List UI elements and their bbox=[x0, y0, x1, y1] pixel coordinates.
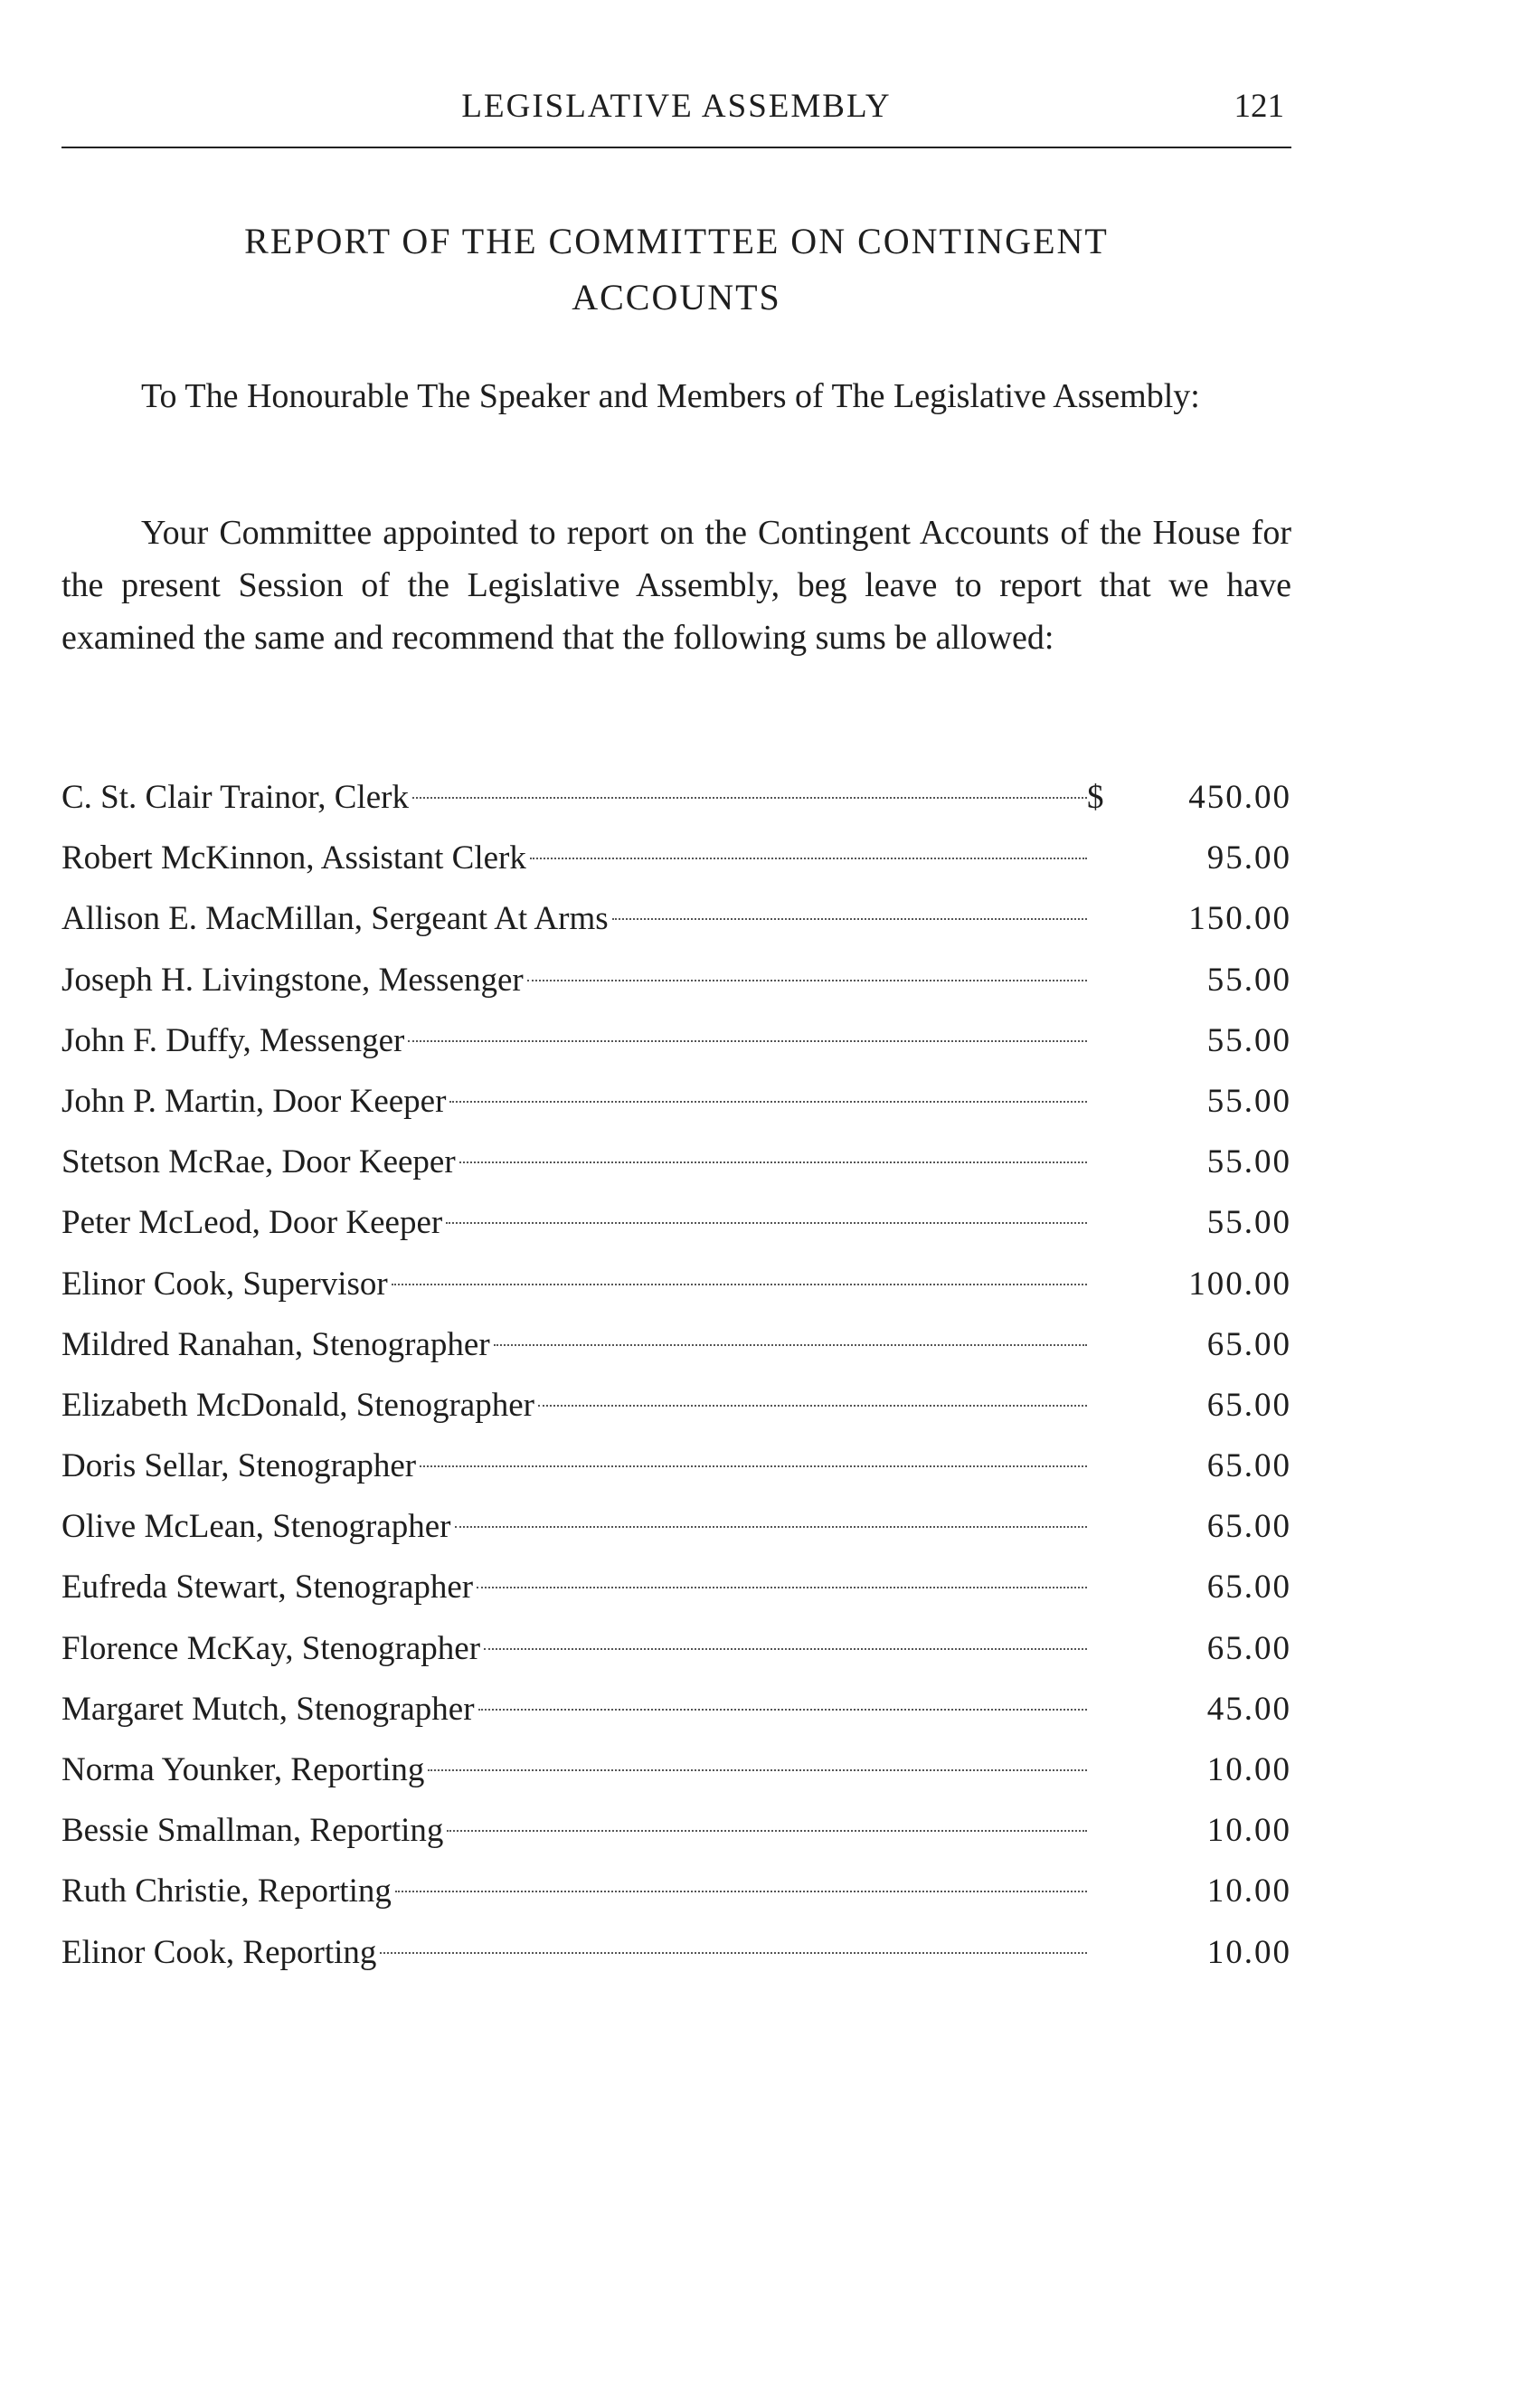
entry-name: Robert McKinnon, Assistant Clerk bbox=[61, 839, 526, 877]
entry-amount: 45.00 bbox=[1206, 1690, 1291, 1728]
entry-amount: 65.00 bbox=[1206, 1629, 1291, 1667]
dot-leader bbox=[447, 1830, 1087, 1832]
dot-leader bbox=[449, 1101, 1087, 1103]
dot-leader bbox=[395, 1891, 1087, 1892]
entry-name: Norma Younker, Reporting bbox=[61, 1751, 425, 1788]
entry-name: Bessie Smallman, Reporting bbox=[61, 1812, 444, 1850]
dot-leader bbox=[530, 858, 1087, 859]
ledger-row bbox=[61, 1922, 1291, 1983]
ledger-entry-name-cell bbox=[61, 1618, 1087, 1679]
dot-leader bbox=[455, 1526, 1088, 1528]
dot-leader bbox=[446, 1222, 1087, 1224]
dot-leader bbox=[380, 1952, 1087, 1954]
dot-leader bbox=[459, 1161, 1087, 1163]
currency-symbol: $ bbox=[1087, 779, 1104, 816]
ledger-entry-name-cell bbox=[61, 1375, 1087, 1436]
entry-amount: 10.00 bbox=[1206, 1812, 1291, 1850]
ledger-row bbox=[61, 1496, 1291, 1557]
header-rule bbox=[61, 147, 1291, 148]
entry-name: Florence McKay, Stenographer bbox=[61, 1629, 481, 1667]
ledger-row bbox=[61, 1436, 1291, 1496]
ledger-row bbox=[61, 888, 1291, 949]
dot-leader bbox=[412, 797, 1087, 799]
entry-amount: 55.00 bbox=[1206, 1204, 1291, 1242]
ledger-row bbox=[61, 1740, 1291, 1800]
entry-name: John P. Martin, Door Keeper bbox=[61, 1082, 447, 1120]
ledger-entry-name-cell bbox=[61, 1800, 1087, 1861]
entry-name: Margaret Mutch, Stenographer bbox=[61, 1690, 475, 1728]
entry-name: Joseph H. Livingstone, Messenger bbox=[61, 961, 524, 999]
ledger-row bbox=[61, 1618, 1291, 1679]
report-heading-line-2: ACCOUNTS bbox=[572, 277, 781, 318]
ledger-row bbox=[61, 1254, 1291, 1314]
ledger-entry-name-cell bbox=[61, 1922, 1087, 1983]
ledger-entry-name-cell bbox=[61, 950, 1087, 1010]
entry-name: Doris Sellar, Stenographer bbox=[61, 1447, 417, 1485]
ledger-row bbox=[61, 1132, 1291, 1192]
entry-amount: 65.00 bbox=[1206, 1447, 1291, 1485]
entry-amount: 65.00 bbox=[1206, 1569, 1291, 1607]
dot-leader bbox=[392, 1284, 1087, 1285]
entry-name: Eufreda Stewart, Stenographer bbox=[61, 1569, 474, 1607]
ledger-entry-name-cell bbox=[61, 1496, 1087, 1557]
entry-name: Olive McLean, Stenographer bbox=[61, 1508, 451, 1546]
page-number: 121 bbox=[1234, 88, 1284, 125]
accounts-ledger bbox=[61, 767, 1291, 1983]
entry-name: Allison E. MacMillan, Sergeant At Arms bbox=[61, 900, 609, 938]
dot-leader bbox=[527, 980, 1087, 981]
entry-name: Mildred Ranahan, Stenographer bbox=[61, 1325, 490, 1363]
entry-name: Peter McLeod, Door Keeper bbox=[61, 1204, 443, 1242]
entry-amount: 55.00 bbox=[1206, 1143, 1291, 1181]
dot-leader bbox=[478, 1709, 1087, 1711]
dot-leader bbox=[538, 1405, 1087, 1407]
running-title: LEGISLATIVE ASSEMBLY bbox=[461, 88, 892, 125]
ledger-entry-name-cell bbox=[61, 1679, 1087, 1740]
ledger-row bbox=[61, 1800, 1291, 1861]
ledger-row bbox=[61, 1557, 1291, 1617]
entry-amount: 10.00 bbox=[1206, 1933, 1291, 1971]
dot-leader bbox=[484, 1648, 1087, 1650]
dot-leader bbox=[420, 1465, 1087, 1467]
ledger-entry-name-cell bbox=[61, 1436, 1087, 1496]
entry-name: Elizabeth McDonald, Stenographer bbox=[61, 1386, 534, 1424]
ledger-row bbox=[61, 1861, 1291, 1921]
ledger-entry-name-cell bbox=[61, 1861, 1087, 1921]
entry-amount: 150.00 bbox=[1188, 900, 1291, 938]
dot-leader bbox=[612, 918, 1087, 920]
body-paragraph: Your Committee appointed to report on the Contingent Accounts of the House for the present Session of the Legislative Assembly, beg leave to report that we have examined the same and recommend that the following sums be allowed: bbox=[61, 514, 1291, 657]
ledger-entry-name-cell bbox=[61, 1132, 1087, 1192]
ledger-row bbox=[61, 1314, 1291, 1375]
dot-leader bbox=[494, 1344, 1087, 1346]
ledger-row bbox=[61, 1375, 1291, 1436]
ledger-entry-name-cell bbox=[61, 888, 1087, 949]
ledger-row bbox=[61, 1010, 1291, 1071]
ledger-entry-name-cell bbox=[61, 1010, 1087, 1071]
entry-amount: 55.00 bbox=[1206, 961, 1291, 999]
ledger-entry-name-cell bbox=[61, 1192, 1087, 1253]
entry-amount: 55.00 bbox=[1206, 1082, 1291, 1120]
entry-amount: 10.00 bbox=[1206, 1751, 1291, 1788]
ledger-row bbox=[61, 950, 1291, 1010]
entry-amount: 65.00 bbox=[1206, 1508, 1291, 1546]
entry-amount: 100.00 bbox=[1188, 1265, 1291, 1303]
ledger-entry-name-cell bbox=[61, 1254, 1087, 1314]
address-paragraph: To The Honourable The Speaker and Members of The Legislative Assembly: bbox=[141, 377, 1200, 415]
dot-leader bbox=[408, 1040, 1087, 1042]
ledger-row bbox=[61, 767, 1291, 828]
ledger-entry-name-cell bbox=[61, 1557, 1087, 1617]
entry-name: Stetson McRae, Door Keeper bbox=[61, 1143, 456, 1181]
entry-name: C. St. Clair Trainor, Clerk bbox=[61, 779, 409, 816]
dot-leader bbox=[428, 1769, 1087, 1771]
entry-amount: 10.00 bbox=[1206, 1872, 1291, 1910]
entry-name: John F. Duffy, Messenger bbox=[61, 1021, 405, 1059]
ledger-row bbox=[61, 828, 1291, 888]
ledger-row bbox=[61, 1071, 1291, 1132]
report-heading bbox=[61, 213, 1291, 326]
entry-amount: 95.00 bbox=[1206, 839, 1291, 877]
entry-name: Ruth Christie, Reporting bbox=[61, 1872, 392, 1910]
ledger-entry-name-cell bbox=[61, 1740, 1087, 1800]
entry-name: Elinor Cook, Supervisor bbox=[61, 1265, 388, 1303]
dot-leader bbox=[477, 1587, 1087, 1588]
ledger-row bbox=[61, 1679, 1291, 1740]
report-heading-line-1: REPORT OF THE COMMITTEE ON CONTINGENT bbox=[244, 221, 1109, 261]
ledger-entry-name-cell bbox=[61, 828, 1087, 888]
ledger-entry-name-cell bbox=[61, 1314, 1087, 1375]
entry-amount: 55.00 bbox=[1206, 1021, 1291, 1059]
entry-amount: 450.00 bbox=[1188, 779, 1291, 816]
ledger-row bbox=[61, 1192, 1291, 1253]
ledger-entry-name-cell bbox=[61, 767, 1087, 828]
entry-name: Elinor Cook, Reporting bbox=[61, 1933, 377, 1971]
entry-amount: 65.00 bbox=[1206, 1386, 1291, 1424]
entry-amount: 65.00 bbox=[1206, 1325, 1291, 1363]
ledger-entry-name-cell bbox=[61, 1071, 1087, 1132]
page-header bbox=[61, 87, 1291, 141]
